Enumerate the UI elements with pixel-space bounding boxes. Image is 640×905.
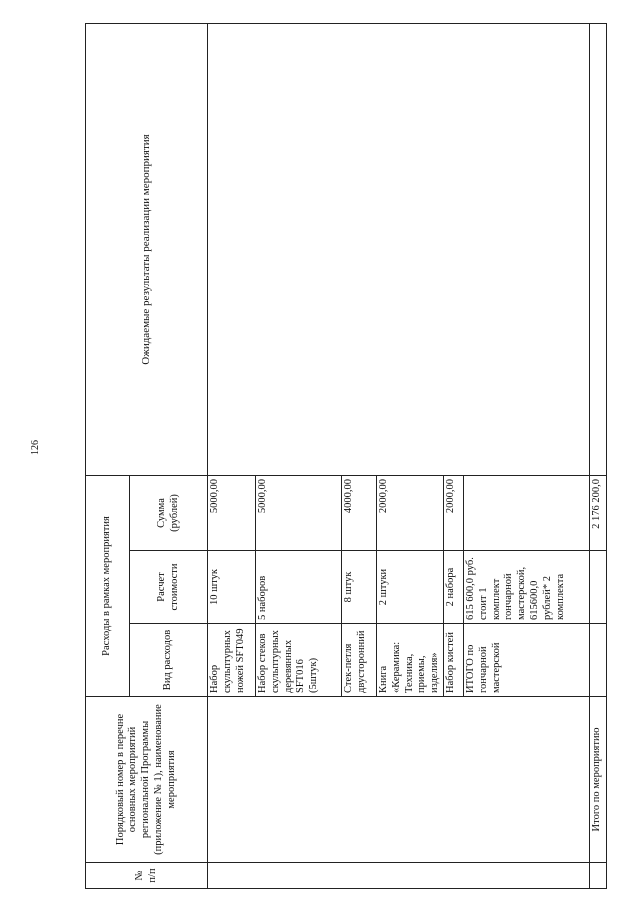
cell-sum (464, 476, 590, 551)
total-label: Итого по мероприятию (590, 697, 607, 863)
cell-expense-type: Набор скульптурных ножей SFT049 (208, 624, 256, 697)
header-results: Ожидаемые результаты реализации мероприятия (86, 24, 208, 476)
header-row-1 (86, 24, 130, 889)
cell-results (208, 24, 590, 476)
cell-calculation: 2 штуки (377, 551, 444, 624)
page-number: 126 (30, 440, 41, 455)
table-frame (85, 24, 607, 889)
cell-calculation: 10 штук (208, 551, 256, 624)
cell-sum: 5000,00 (208, 476, 256, 551)
header-expense-type: Вид расходов (130, 624, 208, 697)
cell-measure-name (208, 697, 590, 863)
header-expenses-group: Расходы в рамках мероприятия (86, 476, 130, 697)
cell-no (208, 863, 590, 889)
cell-expense-type: Книга «Керамика: Техника, приемы, изделия» (377, 624, 444, 697)
cell-calculation: 5 наборов (256, 551, 342, 624)
cell-expense-type: Набор кистей (444, 624, 464, 697)
header-sum: Сумма (рублей) (130, 476, 208, 551)
cell-expense-type: Набор стеков скульптурных деревянных SFT016 (5штук) (256, 624, 342, 697)
cell-expense-type: ИТОГО по гончарной мастерской (464, 624, 590, 697)
cell-calculation: 2 набора (444, 551, 464, 624)
cell-total-no (590, 863, 607, 889)
cell-sum: 4000,00 (342, 476, 377, 551)
table-row (208, 24, 256, 889)
cell-expense-type: Стек-петля двусторонний (342, 624, 377, 697)
cell-sum: 5000,00 (256, 476, 342, 551)
header-no: № п/п (86, 863, 208, 889)
header-measure-name: Порядковый номер в перечне основных мероприятий региональной Программы (приложение № 1), наименование мероприятия (86, 697, 208, 863)
cell-total-empty (590, 551, 607, 624)
cell-sum: 2000,00 (444, 476, 464, 551)
header-calculation: Расчет стоимости (130, 551, 208, 624)
cell-calculation: 615 600,0 руб. стоит 1 комплект гончарной мастерской, 615600,0 рублей* 2 комплекта (464, 551, 590, 624)
cell-sum: 2000,00 (377, 476, 444, 551)
expense-table (85, 23, 607, 889)
cell-total-results (590, 24, 607, 476)
total-sum: 2 176 200,0 (590, 476, 607, 551)
cell-calculation: 8 штук (342, 551, 377, 624)
table-row-total (590, 24, 607, 889)
cell-total-empty (590, 624, 607, 697)
